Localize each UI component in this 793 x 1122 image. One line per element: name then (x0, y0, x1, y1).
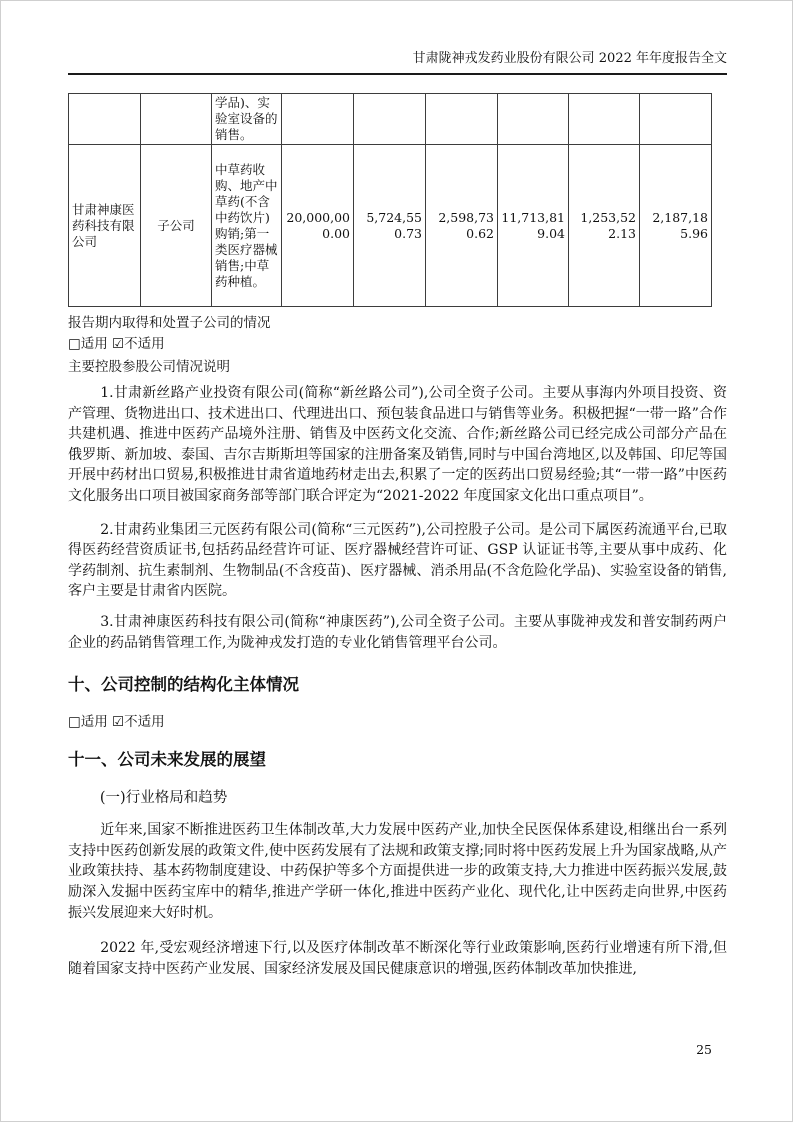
table-row-continuation (69, 94, 712, 145)
section-11-subheading: (一)行业格局和趋势 (99, 790, 228, 807)
applicable-checkbox-line: □适用 ☑不适用 (68, 714, 165, 731)
content-area (68, 51, 727, 979)
table-cell: 中草药收购、地产中草药(不含中药饮片)购销;第一类医疗器械销售;中草药种植。 (212, 145, 282, 307)
main-holdings-note: 主要控股参股公司情况说明 (68, 359, 230, 375)
table-cell (354, 94, 426, 145)
table-cell: 5,724,550.73 (354, 145, 426, 307)
subsidiary-table (68, 93, 712, 307)
table-cell: 11,713,819.04 (498, 145, 569, 307)
table-cell (498, 94, 569, 145)
subsidiary-paragraph-1: 1.甘肃新丝路产业投资有限公司(简称“新丝路公司”),公司全资子公司。主要从事海内外项目投资、资产管理、货物进出口、技术进出口、代理进出口、预包装食品进口与销售等业务。积极把握“一带一路”合作共建机遇、推进中医药产品境外注册、销售及中医药文化交流、合作;新丝路公司已经完成公司部分产品在俄罗斯、新加坡、泰国、吉尔吉斯斯坦等国家的注册备案及销售,同时与中国台湾地区,以及韩国、印尼等国开展中药材出口贸易,积极推进甘肃省道地药材走出去,积累了一定的医药出口贸易经验;其“一带一路”中医药文化服务出口项目被国家商务部等部门联合评定为“2021-2022 年度国家文化出口重点项目”。 (68, 385, 727, 504)
table-cell: 2,187,185.96 (640, 145, 712, 307)
applicable-checkbox-line: □适用 ☑不适用 (68, 336, 165, 352)
outlook-paragraph-2: 2022 年,受宏观经济增速下行,以及医疗体制改革不断深化等行业政策影响,医药行业增速有所下滑,但随着国家支持中医药产业发展、国家经济发展及国民健康意识的增强,医药体制改革加快推进, (68, 940, 727, 977)
table-cell: 甘肃神康医药科技有限公司 (69, 145, 141, 307)
table-cell: 子公司 (141, 145, 212, 307)
table-cell: 20,000,000.00 (282, 145, 354, 307)
acquired-disposed-note: 报告期内取得和处置子公司的情况 (68, 315, 271, 331)
table-cell (282, 94, 354, 145)
page-number: 25 (696, 1042, 712, 1057)
table-cell (640, 94, 712, 145)
outlook-paragraph-1: 近年来,国家不断推进医药卫生体制改革,大力发展中医药产业,加快全民医保体系建设,相继出台一系列支持中医药创新发展的政策文件,使中医药发展有了法规和政策支撑;同时将中医药发展上升为国家战略,从产业政策扶持、基本药物制度建设、中药保护等多个方面提供进一步的政策支持,大力推进中医药振兴发展,鼓励深入发掘中医药宝库中的精华,推进产学研一体化,推进中医药产业化、现代化,让中医药走向世界,中医药振兴发展迎来大好时机。 (68, 822, 727, 921)
table-cell: 学品)、实验室设备的销售。 (212, 94, 282, 145)
table-row (69, 145, 712, 307)
table-cell (569, 94, 640, 145)
table-cell: 1,253,522.13 (569, 145, 640, 307)
table-cell (141, 94, 212, 145)
subsidiary-paragraph-2: 2.甘肃药业集团三元医药有限公司(简称“三元医药”),公司控股子公司。是公司下属医药流通平台,已取得医药经营资质证书,包括药品经营许可证、医疗器械经营许可证、GSP 认证证书等,主要从事中成药、化学药制剂、抗生素制剂、生物制品(不含疫苗)、医疗器械、消杀用品(不含危险化学品)、实验室设备的销售,客户主要是甘肃省内医院。 (68, 521, 727, 600)
section-10-heading: 十、公司控制的结构化主体情况 (68, 675, 299, 695)
section-11-heading: 十一、公司未来发展的展望 (68, 750, 266, 770)
subsidiary-paragraph-3: 3.甘肃神康医药科技有限公司(简称“神康医药”),公司全资子公司。主要从事陇神戎发和普安制药两户企业的药品销售管理工作,为陇神戎发打造的专业化销售管理平台公司。 (68, 613, 727, 651)
report-title: 甘肃陇神戎发药业股份有限公司 2022 年年度报告全文 (412, 51, 727, 66)
table-cell: 2,598,730.62 (426, 145, 498, 307)
table-cell (426, 94, 498, 145)
table-cell (69, 94, 141, 145)
running-header (68, 51, 727, 75)
